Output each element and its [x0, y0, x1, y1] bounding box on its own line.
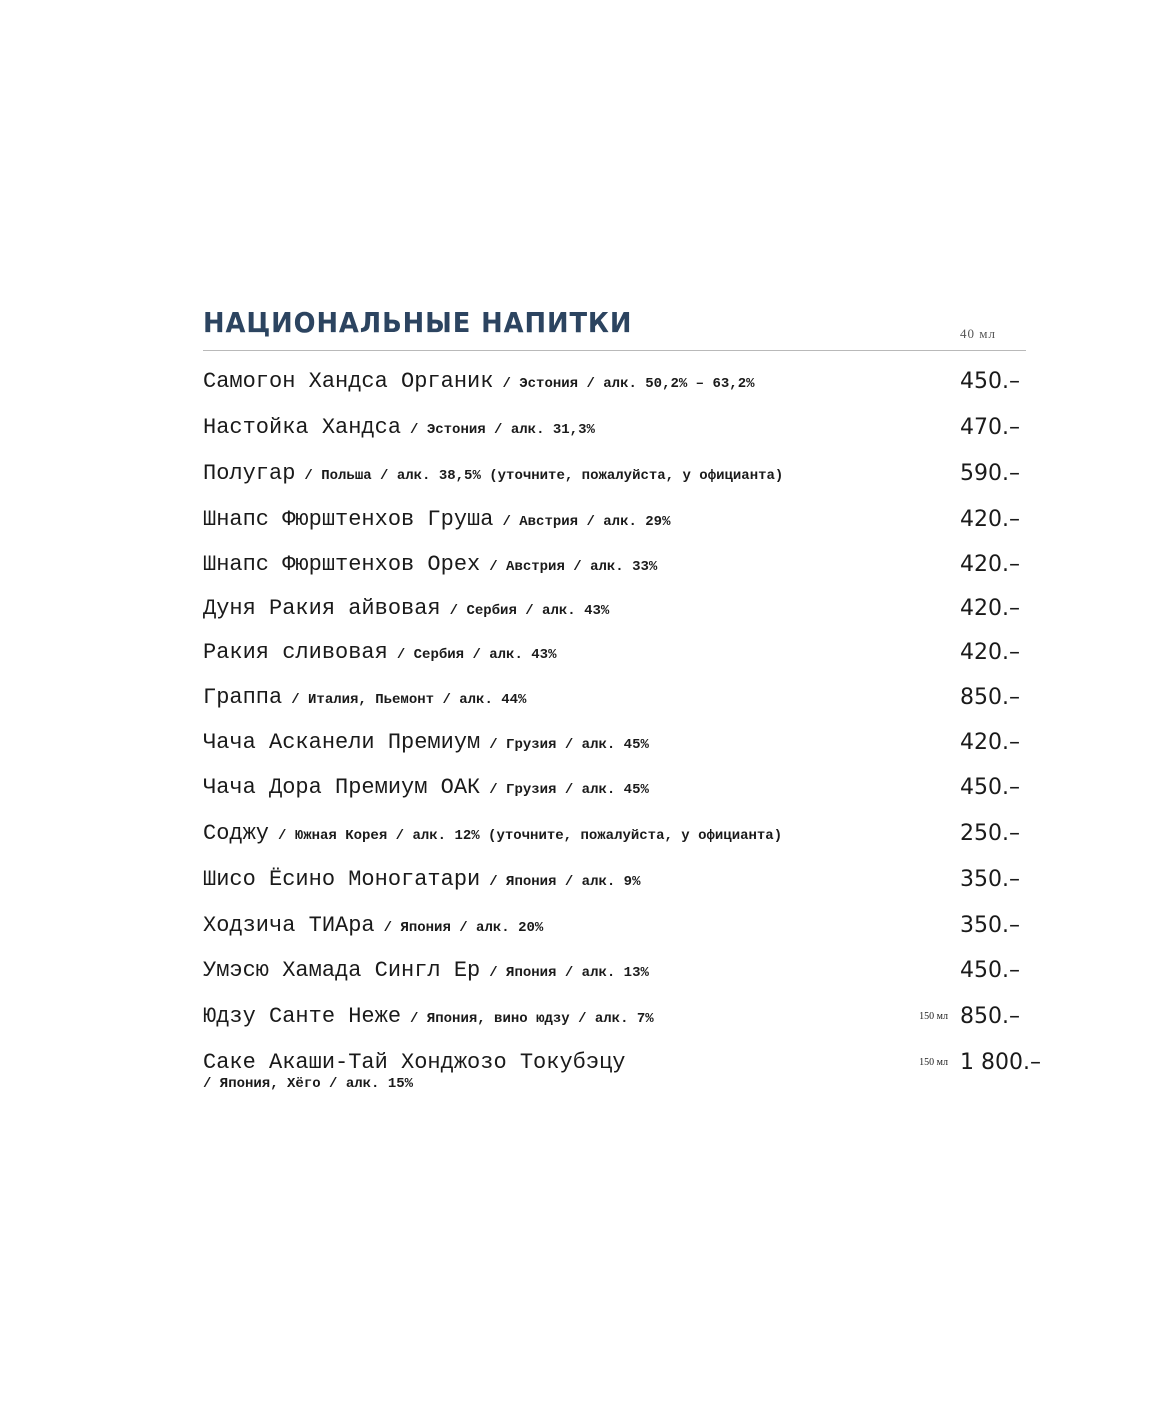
- menu-item: [203, 505, 1026, 535]
- item-name: Ходзича ТИАра: [203, 913, 375, 938]
- item-name: Шнапс Фюрштенхов Орех: [203, 552, 481, 577]
- menu-item: [203, 683, 1026, 713]
- item-details: / Япония / алк. 9%: [489, 874, 641, 890]
- menu-item: [203, 594, 1026, 624]
- item-name: Юдзу Санте Неже: [203, 1004, 402, 1029]
- item-name: Дуня Ракия айвовая: [203, 596, 441, 621]
- menu-item: [203, 459, 1026, 489]
- item-price: 1 800.–: [960, 1050, 1041, 1075]
- menu-item: [203, 773, 1026, 803]
- item-price: 450.–: [960, 958, 1020, 983]
- item-details: / Сербия / алк. 43%: [449, 603, 610, 619]
- item-price: 420.–: [960, 730, 1020, 755]
- menu-item: [203, 911, 1026, 941]
- item-details: / Эстония / алк. 31,3%: [410, 422, 595, 438]
- item-name: Умэсю Хамада Сингл Ер: [203, 958, 481, 983]
- item-name: Граппа: [203, 685, 283, 710]
- menu-item: [203, 413, 1026, 443]
- volume-header: 40 мл: [960, 326, 996, 341]
- item-name: Самогон Хандса Органик: [203, 369, 494, 394]
- item-details: / Польша / алк. 38,5% (уточните, пожалуйста, у официанта): [304, 468, 784, 484]
- item-price: 420.–: [960, 507, 1020, 532]
- item-name: Чача Дора Премиум ОАК: [203, 775, 481, 800]
- item-price: 420.–: [960, 552, 1020, 577]
- drinks-menu: [203, 306, 1041, 1092]
- item-price: 590.–: [960, 461, 1020, 486]
- item-details: / Япония / алк. 13%: [489, 965, 649, 981]
- item-details: / Эстония / алк. 50,2% – 63,2%: [502, 376, 755, 392]
- menu-item: [203, 367, 1026, 397]
- item-details: / Грузия / алк. 45%: [489, 782, 649, 798]
- item-price: 350.–: [960, 913, 1020, 938]
- item-details: / Южная Корея / алк. 12% (уточните, пожалуйста, у официанта): [278, 828, 783, 844]
- item-details: / Япония, Хёго / алк. 15%: [203, 1076, 414, 1092]
- item-details: / Япония / алк. 20%: [383, 920, 544, 936]
- item-name: Шисо Ёсино Моногатари: [203, 867, 481, 892]
- item-volume: 150 мл: [919, 1011, 948, 1022]
- menu-item: [203, 819, 1026, 849]
- item-details: / Австрия / алк. 29%: [502, 514, 671, 530]
- menu-item: [203, 728, 1026, 758]
- item-name: Чача Асканели Премиум: [203, 730, 481, 755]
- item-name: Ракия сливовая: [203, 640, 388, 665]
- item-price: 450.–: [960, 369, 1020, 394]
- item-volume: 150 мл: [919, 1057, 948, 1068]
- item-price: 850.–: [960, 1004, 1020, 1029]
- item-price: 350.–: [960, 867, 1020, 892]
- item-price: 850.–: [960, 685, 1020, 710]
- menu-item: [203, 865, 1026, 895]
- item-price: 470.–: [960, 415, 1020, 440]
- item-details: / Италия, Пьемонт / алк. 44%: [291, 692, 527, 708]
- menu-item: [203, 1002, 1026, 1032]
- menu-item: [203, 956, 1026, 986]
- item-details: / Сербия / алк. 43%: [396, 647, 557, 663]
- item-price: 420.–: [960, 596, 1020, 621]
- item-name: Настойка Хандса: [203, 415, 402, 440]
- section-title: НАЦИОНАЛЬНЫЕ НАПИТКИ: [203, 306, 633, 339]
- section-header: [203, 306, 1026, 351]
- menu-item: [203, 550, 1026, 580]
- item-details: / Япония, вино юдзу / алк. 7%: [410, 1011, 654, 1027]
- item-price: 420.–: [960, 640, 1020, 665]
- item-name: Соджу: [203, 821, 270, 846]
- item-details: / Австрия / алк. 33%: [489, 559, 658, 575]
- menu-item: [203, 1048, 1041, 1100]
- item-name: Шнапс Фюрштенхов Груша: [203, 507, 494, 532]
- item-price: 450.–: [960, 775, 1020, 800]
- item-name: Саке Акаши-Тай Хонджозо Токубэцу: [203, 1050, 626, 1075]
- item-details: / Грузия / алк. 45%: [489, 737, 649, 753]
- item-price: 250.–: [960, 821, 1020, 846]
- menu-item: [203, 638, 1026, 668]
- item-name: Полугар: [203, 461, 296, 486]
